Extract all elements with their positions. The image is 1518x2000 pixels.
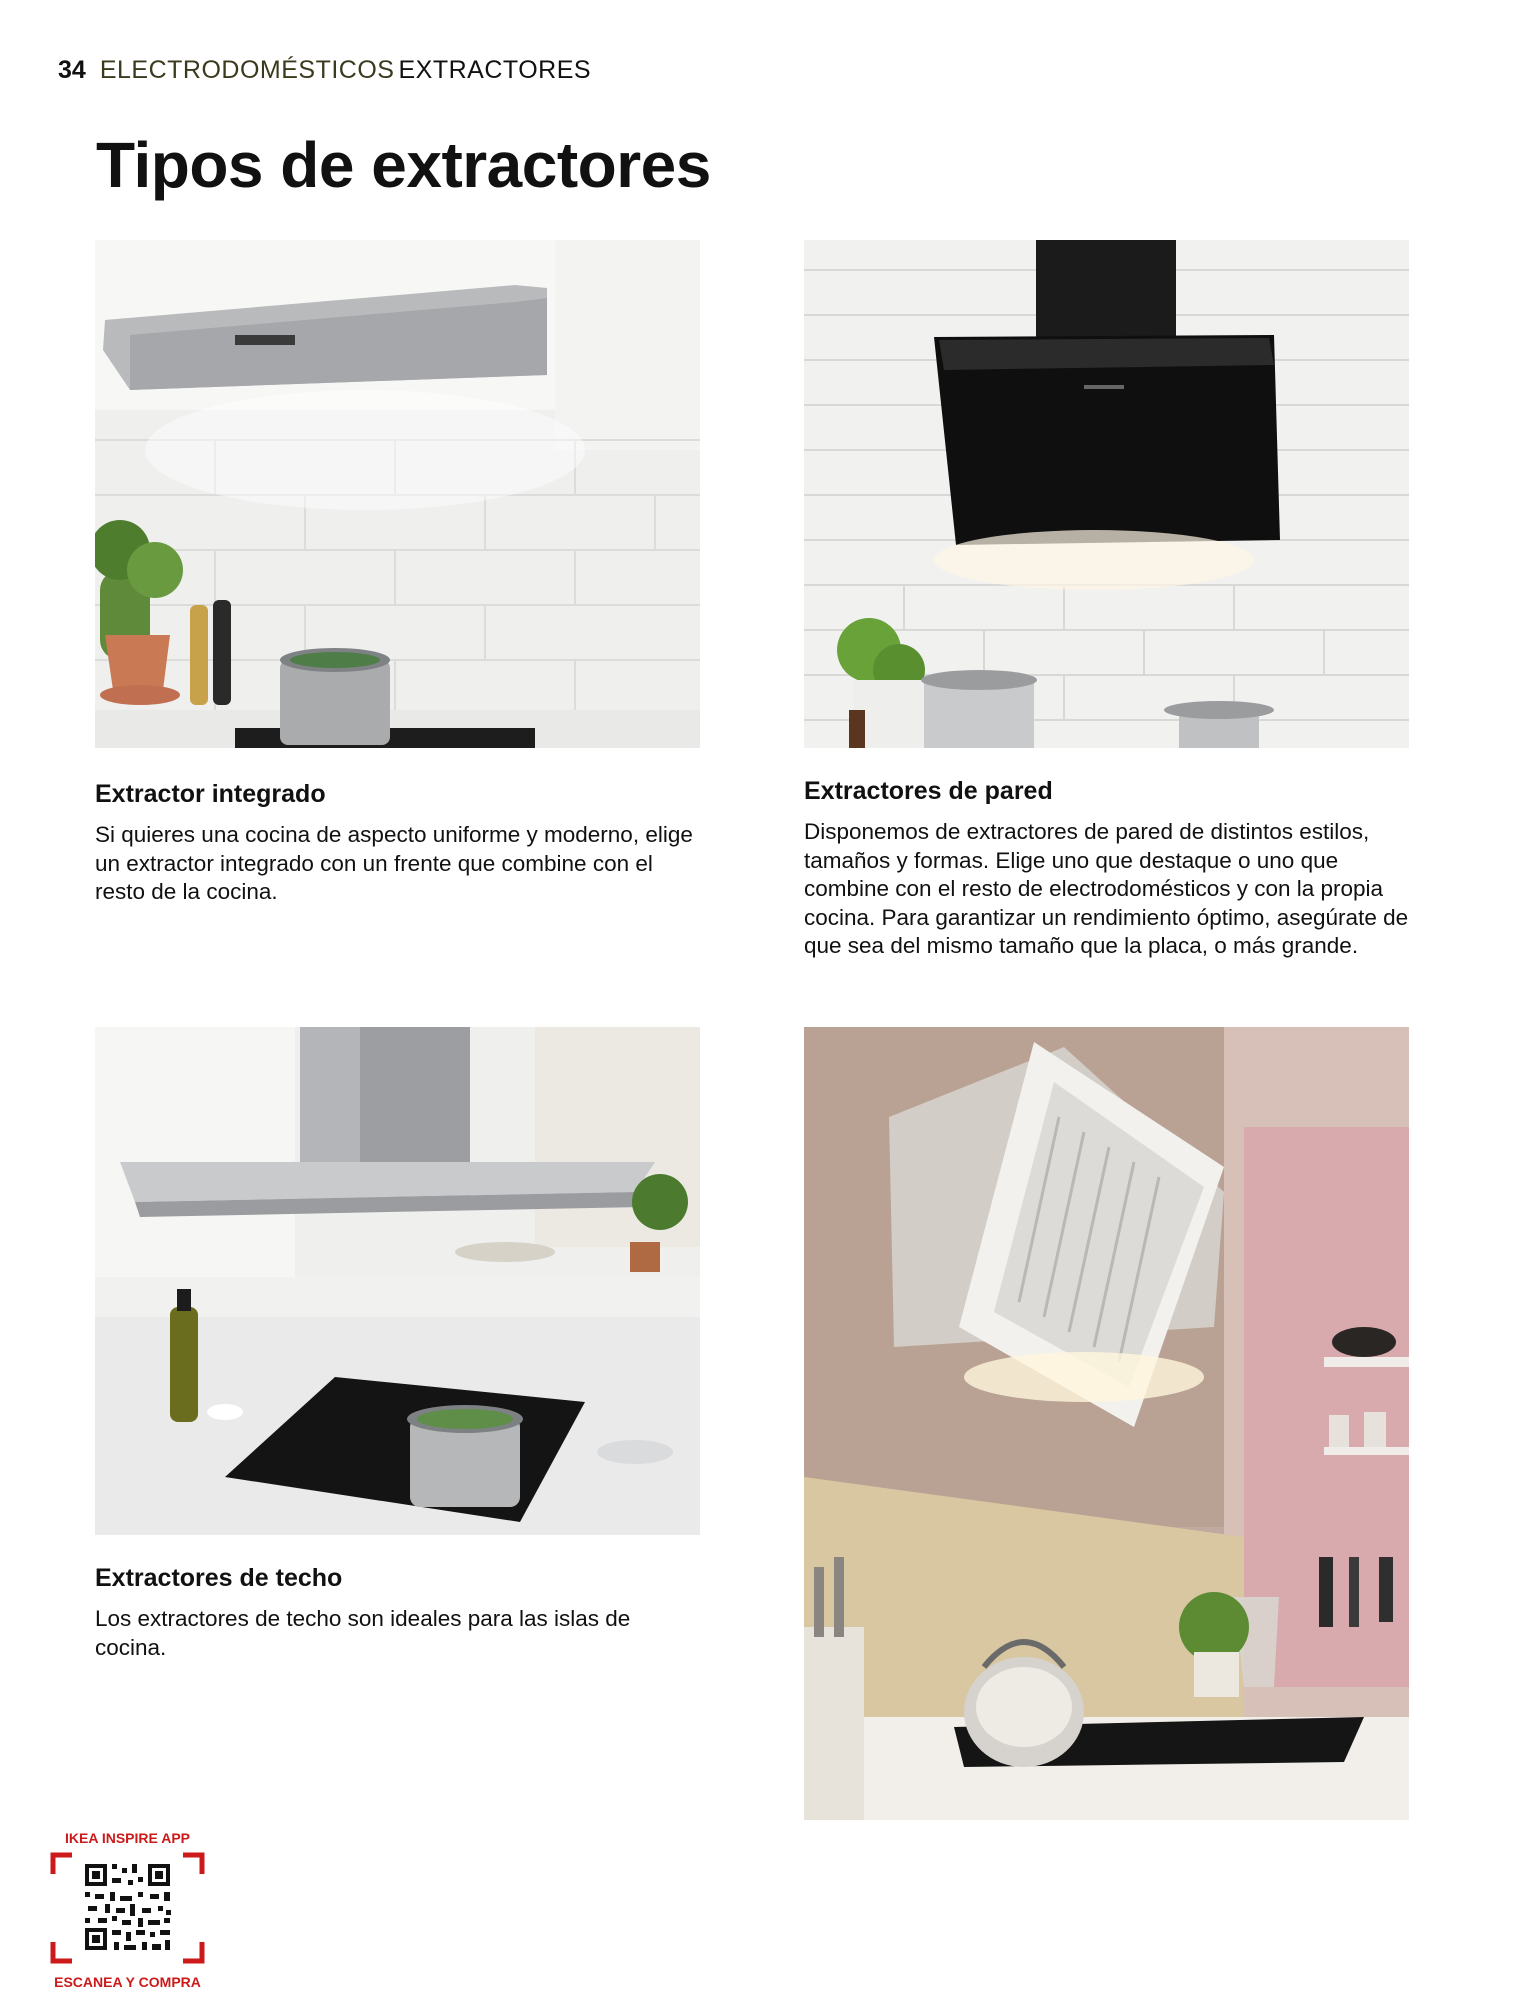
section-category: ELECTRODOMÉSTICOS: [99, 56, 395, 84]
page-number: 34: [58, 56, 86, 84]
item-ceiling: [95, 1564, 705, 1662]
item-text: Disponemos de extractores de pared de distintos estilos, tamaños y formas. Elige uno que destaque o uno que combine con el resto de electrodomésticos y con la propia cocina. Para garantizar un rendimiento óptimo, asegúrate de que sea del mismo tamaño que la placa, o más grande.: [804, 819, 1409, 958]
page-header: [58, 56, 591, 85]
item-text: Los extractores de techo son ideales para las islas de cocina.: [95, 1606, 631, 1660]
qr-promo[interactable]: [50, 1830, 205, 1990]
qr-scan-label: ESCANEA Y COMPRA: [54, 1974, 201, 1990]
item-text: Si quieres una cocina de aspecto uniforme y moderno, elige un extractor integrado con un frente que combine con el resto de la cocina.: [95, 822, 693, 904]
item-wall: [804, 777, 1414, 961]
item-heading: Extractor integrado: [95, 780, 326, 808]
qr-code-icon[interactable]: [50, 1852, 205, 1964]
photo-wall-hood: [804, 240, 1409, 748]
photo-integrated-hood: [95, 240, 700, 748]
qr-app-label: IKEA INSPIRE APP: [65, 1830, 190, 1846]
photo-angled-hood: [804, 1027, 1409, 1820]
section-subcategory: EXTRACTORES: [398, 56, 592, 84]
item-heading: Extractores de techo: [95, 1564, 343, 1592]
photo-ceiling-hood: [95, 1027, 700, 1535]
page-title: Tipos de extractores: [96, 129, 711, 201]
item-integrated: [95, 780, 705, 907]
item-heading: Extractores de pared: [804, 777, 1053, 805]
